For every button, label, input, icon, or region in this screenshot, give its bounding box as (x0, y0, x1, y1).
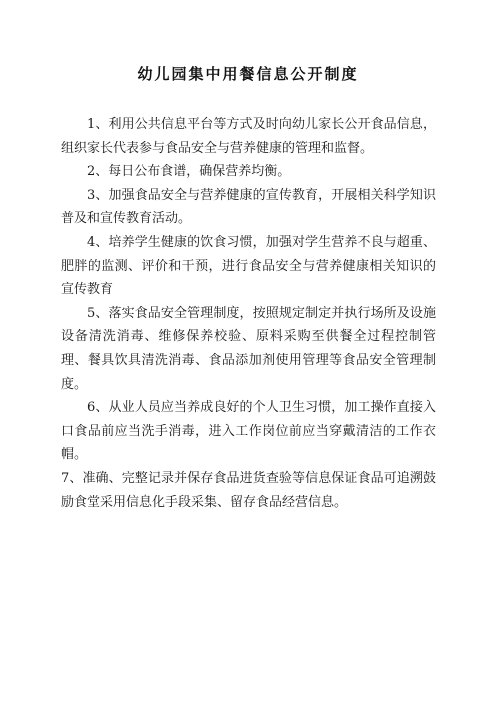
paragraph-4: 4、培养学生健康的饮食习惯，加强对学生营养不良与超重、肥胖的监测、评价和干预，进行食品安全与营养健康相关知识的宣传教育 (61, 234, 436, 298)
paragraph-7: 7、准确、完整记录并保存食品进货查验等信息保证食品可追溯鼓励食堂采用信息化手段采集、留存食品经营信息。 (61, 470, 436, 510)
paragraph-3: 3、加强食品安全与营养健康的宣传教育，开展相关科学知识普及和宣传教育活动。 (61, 187, 436, 227)
paragraph-2: 2、每日公布食谱，确保营养均衡。 (87, 164, 291, 180)
document-body (61, 113, 436, 514)
document-title: 幼儿园集中用餐信息公开制度 (137, 65, 359, 83)
paragraph-1: 1、利用公共信息平台等方式及时向幼儿家长公开食品信息，组织家长代表参与食品安全与营养健康的管理和监督。 (61, 117, 436, 156)
paragraph-6: 6、从业人员应当养成良好的个人卫生习惯，加工操作直接入口食品前应当洗手消毒，进入工作岗位前应当穿戴清洁的工作衣帽。 (61, 400, 436, 463)
paragraph-5: 5、落实食品安全管理制度，按照规定制定并执行场所及设施设备清洗消毒、维修保养校验、原料采购至供餐全过程控制管理、餐具饮具清洗消毒、食品添加剂使用管理等食品安全管理制度。 (61, 305, 436, 392)
